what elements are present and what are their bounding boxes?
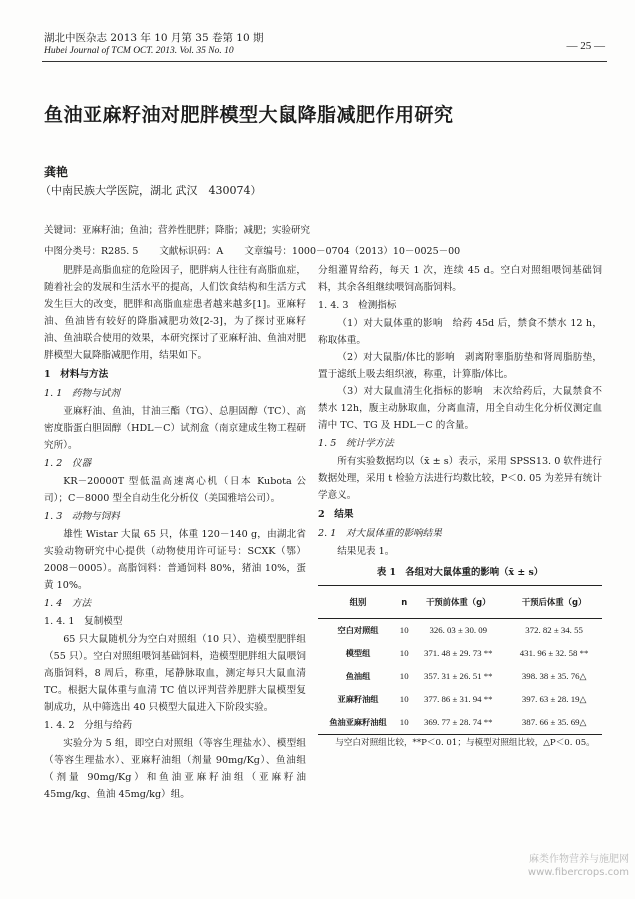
table-row <box>318 642 602 665</box>
cell-n: 10 <box>399 671 409 681</box>
journal-name-cn: 湖北中医杂志 2013 年 10 月第 35 卷第 10 期 <box>44 32 264 44</box>
section-heading: 1. 5 统计学方法 <box>318 438 394 449</box>
article-title: 鱼油亚麻籽油对肥胖模型大鼠降脂减肥作用研究 <box>44 104 454 126</box>
cell-after: 387. 66 ± 35. 69△ <box>521 717 587 727</box>
table-1-title: 表 1 各组对大鼠体重的影响（x̄ ± s） <box>376 567 544 578</box>
col-header-before: 干预前体重（g） <box>425 596 491 607</box>
header-rule <box>42 61 607 62</box>
body-paragraph: KR－20000T 型低温高速离心机（日本 Kubota 公司）；C－8000 型全自动生化分析仪（美国雅培公司）。 <box>44 476 306 504</box>
left-column <box>44 262 306 803</box>
body-paragraph: （2）对大鼠脂/体比的影响 剥离附睾脂肪垫和肾周脂肪垫，置于滤纸上吸去组织液，称重，计算脂/体比。 <box>318 352 602 380</box>
body-paragraph: 雄性 Wistar 大鼠 65 只，体重 120－140 g，由湖北省实验动物研究中心提供（动物使用许可证号：SCXK（鄂）2008－0005）。高脂饲料：普通饲料 80%，猪油 10%，蛋黄 10%。 <box>44 529 306 591</box>
body-paragraph: （1）对大鼠体重的影响 给药 45d 后，禁食不禁水 12 h，称取体重。 <box>318 318 602 346</box>
section-heading: 1 材料与方法 <box>44 369 109 380</box>
cell-after: 398. 38 ± 35. 76△ <box>521 671 587 681</box>
cell-before: 326. 03 ± 30. 09 <box>429 625 488 635</box>
body-paragraph: 亚麻籽油、鱼油，甘油三酯（TG）、总胆固醇（TC）、高密度脂蛋白胆固醇（HDL－C）试剂盒（南京建成生物工程研究所）。 <box>44 406 306 451</box>
article-meta <box>44 243 478 257</box>
table-1 <box>318 585 602 735</box>
body-paragraph: （3）对大鼠血清生化指标的影响 末次给药后，大鼠禁食不禁水 12h，腹主动脉取血，分离血清，用全自动生化分析仪测定血清中 TC、TG 及 HDL－C 的含量。 <box>318 386 602 431</box>
journal-name-en: Hubei Journal of TCM OCT. 2013. Vol. 35 No. 10 <box>44 46 234 56</box>
table-header-row <box>318 586 602 619</box>
page-number: — 25 — <box>566 40 605 52</box>
watermark <box>528 853 629 879</box>
cell-group: 模型组 <box>345 648 371 658</box>
body-paragraph: 肥胖是高脂血症的危险因子，肥胖病人往往有高脂血症，随着社会的发展和生活水平的提高，人们饮食结构和生活方式发生巨大的改变，肥胖和高脂血症患者越来越多[1]。亚麻籽油、鱼油皆有较好的降脂减肥功效[2-3]，为了探讨亚麻籽油、鱼油联合使用的效果，本研究探讨了亚麻籽油、鱼油对肥胖模型大鼠降脂减肥作用，结果如下。 <box>44 265 306 361</box>
cell-n: 10 <box>399 694 409 704</box>
cell-after: 397. 63 ± 28. 19△ <box>521 694 587 704</box>
watermark-url: www.fibercrops.com <box>527 867 629 878</box>
cell-after: 431. 96 ± 32. 58 ** <box>519 648 589 658</box>
author-affiliation: （中南民族大学医院，湖北 武汉 430074） <box>40 184 262 197</box>
article-author: 龚艳 <box>44 165 69 179</box>
table-row <box>318 619 602 643</box>
cell-n: 10 <box>399 625 409 635</box>
cell-group: 亚麻籽油组 <box>337 694 379 704</box>
section-heading: 1. 4. 2 分组与给药 <box>44 720 133 731</box>
col-header-n: n <box>401 596 408 607</box>
clc-number: 中图分类号：R285. 5 <box>44 246 139 257</box>
cell-before: 371. 48 ± 29. 73 ** <box>423 648 493 658</box>
body-paragraph: 实验分为 5 组，即空白对照组（等容生理盐水）、模型组（等容生理盐水）、亚麻籽油组（剂量 90mg/Kg）、鱼油组（剂量 90mg/Kg）和鱼油亚麻籽油组（亚麻籽油 45mg/kg、鱼油 45mg/kg）组。 <box>44 738 306 800</box>
cell-before: 377. 86 ± 31. 94 ** <box>423 694 493 704</box>
table-row <box>318 688 602 711</box>
section-heading: 1. 4. 3 检测指标 <box>318 300 397 311</box>
cell-n: 10 <box>399 648 409 658</box>
watermark-site-name: 麻类作物营养与施肥网 <box>529 854 629 865</box>
body-paragraph: 分组灌胃给药，每天 1 次，连续 45 d。空白对照组喂饲基础饲料，其余各组继续喂饲高脂饲料。 <box>318 265 602 293</box>
cell-group: 空白对照组 <box>337 625 379 635</box>
article-id: 文章编号：1000－0704（2013）10－0025－00 <box>244 246 461 257</box>
col-header-group: 组别 <box>349 596 367 607</box>
cell-group: 鱼油组 <box>345 671 371 681</box>
cell-after: 372. 82 ± 34. 55 <box>525 625 583 635</box>
section-heading: 1. 4 方法 <box>44 598 92 609</box>
body-paragraph: 所有实验数据均以（x̄ ± s）表示，采用 SPSS13. 0 软件进行数据处理，采用 t 检验方法进行均数比较，P＜0. 05 为差异有统计学意义。 <box>318 456 602 501</box>
cell-n: 10 <box>399 717 409 727</box>
section-heading: 1. 2 仪器 <box>44 458 92 469</box>
right-column <box>318 262 602 752</box>
col-header-after: 干预后体重（g） <box>521 596 587 607</box>
cell-before: 369. 77 ± 28. 74 ** <box>423 717 493 727</box>
section-heading: 2. 1 对大鼠体重的影响结果 <box>318 528 442 539</box>
table-row <box>318 711 602 735</box>
right-column-text <box>318 262 602 560</box>
section-heading: 1. 4. 1 复制模型 <box>44 616 123 627</box>
body-paragraph: 65 只大鼠随机分为空白对照组（10 只）、造模型肥胖组（55 只）。空白对照组喂饲基础饲料，造模型肥胖组大鼠喂饲高脂饲料，8 周后，称重，尾静脉取血，测定每只大鼠血清 TC。根据大鼠体重与血清 TC 值以评判营养肥胖大鼠模型复制成功，从中筛选出 40 只模型大鼠进入下阶段实验。 <box>44 634 306 713</box>
table-1-note: 与空白对照组比较，**P＜0. 01；与模型对照组比较，△P＜0. 05。 <box>335 738 595 748</box>
section-heading: 2 结果 <box>318 509 354 520</box>
cell-group: 鱼油亚麻籽油组 <box>329 717 387 727</box>
section-heading: 1. 1 药物与试剂 <box>44 388 120 399</box>
body-paragraph: 结果见表 1。 <box>337 546 395 557</box>
section-heading: 1. 3 动物与饲料 <box>44 511 120 522</box>
cell-before: 357. 31 ± 26. 51 ** <box>423 671 493 681</box>
keywords: 关键词：亚麻籽油；鱼油；营养性肥胖；降脂；减肥；实验研究 <box>44 225 311 236</box>
table-row <box>318 665 602 688</box>
document-code: 文献标识码：A <box>159 246 224 257</box>
